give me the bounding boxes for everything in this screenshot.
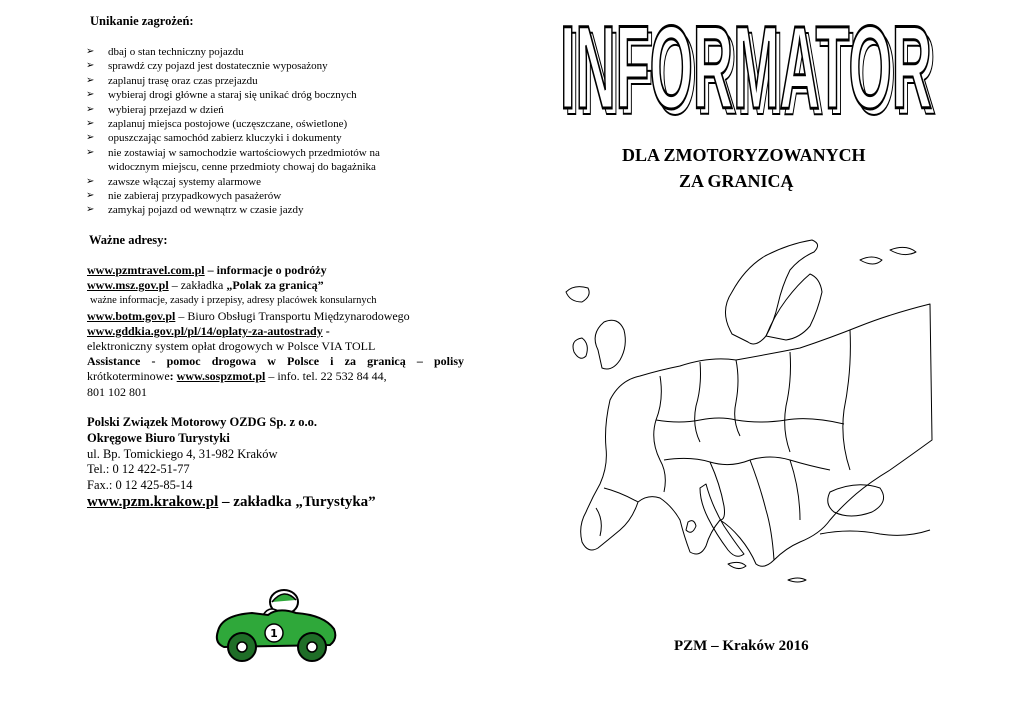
hazard-item xyxy=(86,103,426,117)
map-border-belarus xyxy=(785,352,791,452)
map-sicily xyxy=(728,562,746,568)
org-office: Okręgowe Biuro Turystyki xyxy=(87,430,230,445)
assistance-colon: : xyxy=(169,369,177,384)
address-sospzmot xyxy=(87,369,464,384)
phone-extra: 801 102 801 xyxy=(87,384,147,399)
arrow-bullet-icon: ➢ xyxy=(86,175,95,187)
pzm-krakow-desc: – zakładka „Turystyka” xyxy=(218,493,376,510)
map-turkey xyxy=(820,530,930,535)
map-great-britain xyxy=(595,320,625,369)
car-hub-rear xyxy=(237,642,247,652)
map-pyrenees xyxy=(604,488,638,502)
assistance-desc: Assistance - pomoc drogowa w Polsce i za granicą – polisy xyxy=(87,354,464,369)
address-pzmtravel xyxy=(87,263,464,278)
hazard-item-text: sprawdź czy pojazd jest dostatecznie wyposażony xyxy=(108,60,328,73)
arrow-bullet-icon: ➢ xyxy=(86,89,95,101)
hazard-item-text: zamykaj pojazd od wewnątrz w czasie jazdy xyxy=(108,204,304,217)
map-ireland xyxy=(573,338,587,358)
sospzmot-desc: – info. tel. 22 532 84 44, xyxy=(265,369,387,384)
msz-tab: „Polak za granicą” xyxy=(226,278,324,293)
footer-publisher: PZM – Kraków 2016 xyxy=(674,638,809,654)
hazard-item-text: opuszczając samochód zabierz kluczyki i dokumenty xyxy=(108,132,342,145)
map-black-sea xyxy=(828,485,884,516)
toll-desc: elektroniczny system opłat drogowych w Polsce VIA TOLL xyxy=(87,339,376,354)
map-border-poland xyxy=(735,360,740,436)
hazard-item-text: zaplanuj miejsca postojowe (uczęszczane, oświetlone) xyxy=(108,118,348,131)
pzmtravel-desc: – informacje o podróży xyxy=(204,263,327,277)
organization-block xyxy=(87,415,467,511)
hazard-item-text: wybieraj drogi główne a staraj się unikać dróg bocznych xyxy=(108,89,357,102)
hazard-item xyxy=(86,74,426,88)
org-tel: Tel.: 0 12 422-51-77 xyxy=(87,462,190,477)
hazard-item-text: nie zabieraj przypadkowych pasażerów xyxy=(108,190,282,203)
address-msz xyxy=(87,278,464,293)
hazard-item-text: zawsze włączaj systemy alarmowe xyxy=(108,175,262,188)
gddkia-dash: - xyxy=(322,323,330,338)
hazards-heading: Unikanie zagrożeń: xyxy=(90,14,194,28)
subtitle-line-1: DLA ZMOTORYZOWANYCH xyxy=(622,145,866,165)
address-gddkia xyxy=(87,324,464,339)
map-scandinavia xyxy=(725,240,817,344)
map-north-island-2 xyxy=(890,247,916,254)
msz-link[interactable]: www.msz.gov.pl xyxy=(87,278,169,293)
car-hub-front xyxy=(307,642,317,652)
pzm-krakow-link[interactable]: www.pzm.krakow.pl xyxy=(87,493,219,510)
addresses-heading: Ważne adresy: xyxy=(89,233,168,247)
hazard-item xyxy=(86,59,426,73)
hazard-item xyxy=(86,203,426,217)
map-border-russia xyxy=(843,330,851,470)
map-border-central xyxy=(656,418,844,424)
arrow-bullet-icon: ➢ xyxy=(86,74,95,86)
arrow-bullet-icon: ➢ xyxy=(86,190,95,202)
map-border-france xyxy=(654,376,666,492)
arrow-bullet-icon: ➢ xyxy=(86,60,95,72)
arrow-bullet-icon: ➢ xyxy=(86,204,95,216)
hazard-item xyxy=(86,146,426,175)
address-botm xyxy=(87,309,464,324)
gddkia-link[interactable]: www.gddkia.gov.pl/pl/14/oplaty-za-autostrady xyxy=(87,323,323,338)
hazard-item xyxy=(86,131,426,145)
car-number: 1 xyxy=(270,627,278,640)
botm-link[interactable]: www.botm.gov.pl xyxy=(87,308,176,323)
hazard-item-text: nie zostawiaj w samochodzie wartościowych przedmiotów na widocznym miejscu, cenne przedmioty chowaj do bagażnika xyxy=(108,146,380,174)
map-portugal-border xyxy=(596,508,601,536)
hazard-item xyxy=(86,88,426,102)
arrow-bullet-icon: ➢ xyxy=(86,103,95,115)
map-border-alps xyxy=(664,457,830,470)
hazard-item xyxy=(86,117,426,131)
botm-desc: – Biuro Obsługi Transportu Międzynarodowego xyxy=(175,308,410,323)
hazards-list xyxy=(86,45,426,218)
pzmtravel-link[interactable]: www.pzmtravel.com.pl xyxy=(87,263,205,277)
assistance-short: krótkoterminowe xyxy=(87,369,170,384)
org-name: Polski Związek Motorowy OZDG Sp. z o.o. xyxy=(87,415,317,429)
map-border-germany xyxy=(695,362,701,442)
msz-note: ważne informacje, zasady i przepisy, adresy placówek konsularnych xyxy=(90,295,377,307)
map-north-island-1 xyxy=(860,257,882,264)
arrow-bullet-icon: ➢ xyxy=(86,146,95,158)
hazard-item-text: wybieraj przejazd w dzień xyxy=(108,103,224,116)
sospzmot-link[interactable]: www.sospzmot.pl xyxy=(176,369,266,384)
arrow-bullet-icon: ➢ xyxy=(86,46,95,57)
subtitle-line-2: ZA GRANICĄ xyxy=(679,171,794,191)
arrow-bullet-icon: ➢ xyxy=(86,118,95,130)
hazard-item xyxy=(86,189,426,203)
arrow-bullet-icon: ➢ xyxy=(86,132,95,144)
map-balkans xyxy=(750,460,774,560)
informator-title xyxy=(556,10,946,118)
msz-desc: – zakładka xyxy=(168,278,227,293)
addresses-block xyxy=(87,263,464,400)
map-crete xyxy=(788,578,806,582)
map-border-romania xyxy=(790,460,800,520)
map-italy-north xyxy=(710,462,725,520)
map-iceland xyxy=(566,287,589,302)
hazard-item xyxy=(86,45,426,59)
title-text: INFORMATOR xyxy=(560,10,932,118)
map-sweden-finland xyxy=(766,274,822,340)
title-shadow: INFORMATOR xyxy=(564,10,936,118)
hazard-item-text: zaplanuj trasę oraz czas przejazdu xyxy=(108,74,258,87)
hazard-item-text: dbaj o stan techniczny pojazdu xyxy=(108,46,244,58)
europe-map xyxy=(560,230,940,610)
race-car-icon xyxy=(212,585,342,665)
org-web xyxy=(87,495,467,511)
org-fax: Fax.: 0 12 425-85-14 xyxy=(87,478,193,493)
org-street: ul. Bp. Tomickiego 4, 31-982 Kraków xyxy=(87,446,278,461)
map-sardinia xyxy=(686,521,696,533)
hazard-item xyxy=(86,175,426,189)
